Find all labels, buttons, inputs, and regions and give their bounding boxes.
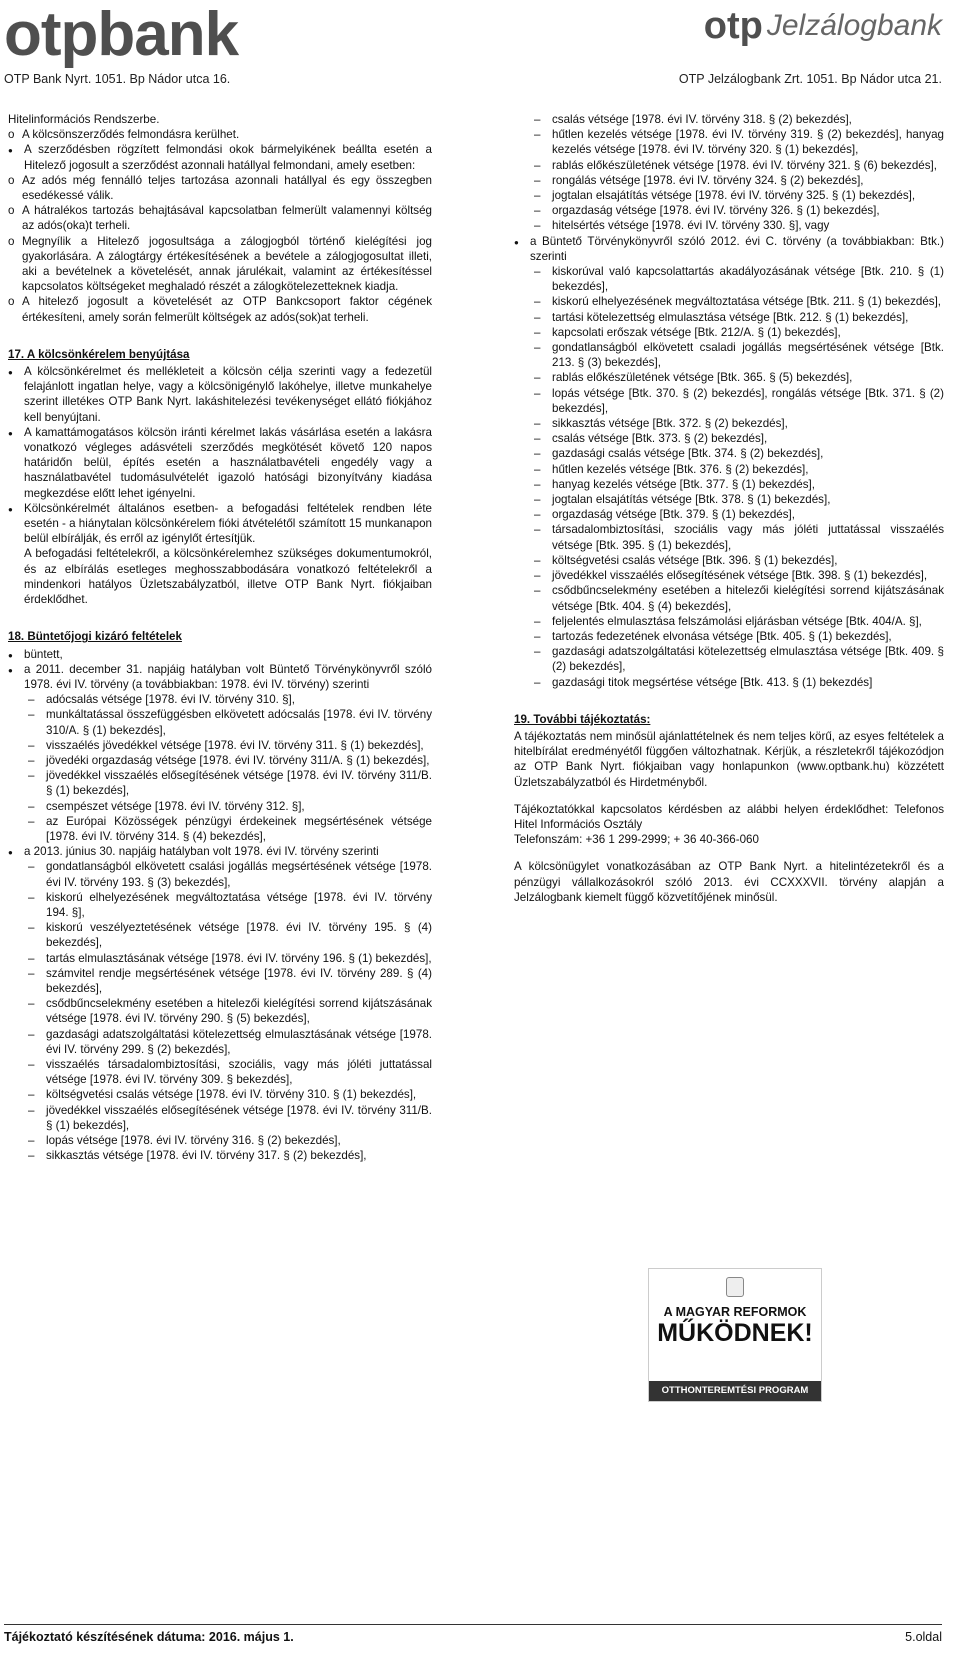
dash-item: – jövedékkel visszaélés elősegítésének vétsége [1978. évi IV. törvény 311/B. § (1) bekezdés], xyxy=(18,1103,432,1133)
sub-item: o A kölcsönszerződés felmondásra kerülhet. xyxy=(8,127,432,142)
otp-jelzalogbank-logo xyxy=(704,4,942,48)
badge-line2: MŰKÖDNEK! xyxy=(657,1319,813,1347)
badge-line1: A MAGYAR REFORMOK xyxy=(663,1305,807,1319)
dash-item: – rongálás vétsége [1978. évi IV. törvény 324. § (2) bekezdés], xyxy=(524,173,944,188)
spacer xyxy=(514,790,944,802)
dash-item: – sikkasztás vétsége [Btk. 372. § (2) bekezdés], xyxy=(524,416,944,431)
dash-item: – költségvetési csalás vétsége [1978. évi IV. törvény 310. § (1) bekezdés], xyxy=(18,1087,432,1102)
dash-item: – kiskorú elhelyezésének megváltoztatása vétsége [1978. évi IV. törvény 194. §], xyxy=(18,890,432,920)
dash-item: – tartozás fedezetének elvonása vétsége [Btk. 405. § (1) bekezdés], xyxy=(524,629,944,644)
dash-item: – csalás vétsége [Btk. 373. § (2) bekezdés], xyxy=(524,431,944,446)
dash-item: – társadalombiztosítási, szociális vagy más jóléti juttatással visszaélés vétsége [Btk. 395. § (1) bekezdés], xyxy=(524,522,944,552)
dash-item: – adócsalás vétsége [1978. évi IV. törvény 310. §], xyxy=(18,692,432,707)
dash-item: – gazdasági adatszolgáltatási kötelezettség elmulasztásának vétsége [1978. évi IV. törvény 299. § (2) bekezdés], xyxy=(18,1027,432,1057)
dash-item: – jövedékkel visszaélés elősegítésének vétsége [1978. évi IV. törvény 311/B. § (1) bekezdés], xyxy=(18,768,432,798)
dash-item: – számvitel rendje megsértésének vétsége [1978. évi IV. törvény 289. § (4) bekezdés], xyxy=(18,966,432,996)
dash-item: – hűtlen kezelés vétsége [Btk. 376. § (2) bekezdés], xyxy=(524,462,944,477)
paragraph: Telefonszám: +36 1 299-2999; + 36 40-366-060 xyxy=(514,833,759,847)
section-title: 18. Büntetőjogi kizáró feltételek xyxy=(8,630,182,644)
spacer xyxy=(8,325,432,337)
otpbank-address: OTP Bank Nyrt. 1051. Bp Nádor utca 16. xyxy=(4,72,231,86)
dash-item: – gazdasági titok megsértése vétsége [Btk. 413. § (1) bekezdés] xyxy=(524,675,944,690)
bullet-item: ● a 2013. június 30. napjáig hatályban volt 1978. évi IV. törvény szerinti xyxy=(8,844,432,859)
sub-item: o A hátralékos tartozás behajtásával kapcsolatban felmerült valamennyi költség az adós(oka)t terheli. xyxy=(8,203,432,233)
bullet-item: ● Kölcsönkérelmét általános esetben- a befogadási feltételek rendben léte esetén - a hiánytalan kölcsönkérelem fióki átvételétől számított 15 munkanapon belül elbírálják, és erről az igénylőt értesítjük. xyxy=(8,501,432,547)
bullet-item: ● A szerződésben rögzített felmondási okok bármelyikének beállta esetén a Hitelező jogosult a szerződést azonnali hatállyal felmondani, amely esetben: xyxy=(8,142,432,172)
dash-item: – orgazdaság vétsége [Btk. 379. § (1) bekezdés], xyxy=(524,507,944,522)
dash-item: – lopás vétsége [1978. évi IV. törvény 316. § (2) bekezdés], xyxy=(18,1133,432,1148)
otpbank-logo xyxy=(4,2,238,68)
dash-item: – sikkasztás vétsége [1978. évi IV. törvény 317. § (2) bekezdés], xyxy=(18,1148,432,1163)
reform-badge xyxy=(648,1268,822,1402)
bullet-item: ● A kölcsönkérelmet és mellékleteit a kölcsön célja szerinti vagy a fedezetül felajánlott ingatlan helye, vagy a kölcsönigénylő lakóhelye, illetve munkahelye szerint illetékes OTP Bank Nyrt. lakáshitelezési tevékenységet ellátó fiókjához kell benyújtani. xyxy=(8,364,432,425)
footer-divider xyxy=(4,1624,942,1625)
dash-item: – visszaélés társadalombiztosítási, szociális, vagy más jóléti juttatással vétsége [1978. évi IV. törvény 309. § bekezdés], xyxy=(18,1057,432,1087)
paragraph: A kölcsönügylet vonatkozásában az OTP Bank Nyrt. a hitelintézetekről és a pénzügyi vállalkozásokról szóló 2013. évi CCXXXVII. törvény alapján a Jelzálogbank kiemelt függő közvetítőjének minősül. xyxy=(514,860,944,904)
dash-item: – kiskorúval való kapcsolattartás akadályozásának vétsége [Btk. 210. § (1) bekezdés], xyxy=(524,264,944,294)
spacer xyxy=(8,607,432,619)
badge-line3: OTTHONTEREMTÉSI PROGRAM xyxy=(649,1381,821,1401)
dash-item: – gazdasági adatszolgáltatási kötelezettség elmulasztása vétsége [Btk. 409. § (2) bekezdés], xyxy=(524,644,944,674)
bullet-item: ● a 2011. december 31. napjáig hatályban volt Büntető Törvénykönyvről szóló 1978. évi IV. törvény (a továbbiakban: 1978. évi IV. törvény) szerinti xyxy=(8,662,432,692)
sub-item: o A hitelező jogosult a követelését az OTP Bankcsoport faktor cégének értékesíteni, amely során felmerült költségek az adós(sok)at terheli. xyxy=(8,294,432,324)
bullet-item: ● a Büntető Törvénykönyvről szóló 2012. évi C. törvény (a továbbiakban: Btk.) szerinti xyxy=(514,234,944,264)
spacer xyxy=(514,690,944,702)
dash-item: – visszaélés jövedékkel vétsége [1978. évi IV. törvény 311. § (1) bekezdés], xyxy=(18,738,432,753)
jelzalogbank-address: OTP Jelzálogbank Zrt. 1051. Bp Nádor utca 21. xyxy=(678,72,942,86)
otp-logo-text: otp xyxy=(703,5,763,47)
dash-item: – csődbűncselekmény esetében a hitelezői kielégítési sorrend kijátszásának vétsége [Btk. 404. § (4) bekezdés], xyxy=(524,583,944,613)
dash-item: – csődbűncselekmény esetében a hitelezői kielégítési sorrend kijátszásának vétsége [1978. évi IV. törvény 290. § (5) bekezdés], xyxy=(18,996,432,1026)
right-column xyxy=(514,112,944,905)
paragraph: A tájékoztatás nem minősül ajánlattételnek és nem teljes körű, az esyes feltételek a hitelbírálat eredményétől függően változhatnak. Kérjük, a részletekről tájékozódjon az OTP Bank Nyrt. fiókjaiban vagy honlapunkon (www.optbank.hu) közzétett Üzletszabályzatból és Hirdetményből. xyxy=(514,729,944,789)
dash-item: – hűtlen kezelés vétsége [1978. évi IV. törvény 319. § (2) bekezdés], hanyag kezelés vétsége [1978. évi IV. törvény 320. § (1) bekezdés], xyxy=(524,127,944,157)
dash-item: – kapcsolati erőszak vétsége [Btk. 212/A. § (1) bekezdés], xyxy=(524,325,944,340)
dash-item: – jogtalan elsajátítás vétsége [Btk. 378. § (1) bekezdés], xyxy=(524,492,944,507)
section-title: 17. A kölcsönkérelem benyújtása xyxy=(8,347,190,361)
dash-item: – jövedéki orgazdaság vétsége [1978. évi IV. törvény 311/A. § (1) bekezdés], xyxy=(18,753,432,768)
dash-item: – rablás előkészületének vétsége [1978. évi IV. törvény 321. § (6) bekezdés], xyxy=(524,158,944,173)
sub-item: o Az adós még fennálló teljes tartozása azonnali hatállyal és egy összegben esedékessé válik. xyxy=(8,173,432,203)
dash-item: – csempészet vétsége [1978. évi IV. törvény 312. §], xyxy=(18,799,432,814)
coat-of-arms-icon xyxy=(726,1277,744,1297)
left-column xyxy=(8,112,432,1163)
section-title: 19. További tájékoztatás: xyxy=(514,712,651,726)
dash-item: – jövedékkel visszaélés elősegítésének vétsége [Btk. 398. § (1) bekezdés], xyxy=(524,568,944,583)
dash-item: – tartási kötelezettség elmulasztása vétsége [Btk. 212. § (1) bekezdés], xyxy=(524,310,944,325)
dash-item: – lopás vétsége [Btk. 370. § (2) bekezdés], rongálás vétsége [Btk. 371. § (2) bekezdés], xyxy=(524,386,944,416)
paragraph: Tájékoztatókkal kapcsolatos kérdésben az alábbi helyen érdeklődhet: Telefonos Hitel Információs Osztály xyxy=(514,802,944,831)
dash-item: – gondatlanságból elkövetett csaladi jogállás megsértésének vétsége [Btk. 213. § (3) bekezdés], xyxy=(524,340,944,370)
page-number: 5.oldal xyxy=(905,1630,942,1644)
otpbank-logo-text: otpbank xyxy=(4,0,239,69)
dash-item: – munkáltatással összefüggésben elkövetett adócsalás [1978. évi IV. törvény 310/A. § (1) bekezdés], xyxy=(18,707,432,737)
dash-item: – tartás elmulasztásának vétsége [1978. évi IV. törvény 196. § (1) bekezdés], xyxy=(18,951,432,966)
dash-item: – kiskorú veszélyeztetésének vétsége [1978. évi IV. törvény 195. § (4) bekezdés], xyxy=(18,920,432,950)
paragraph: A befogadási feltételekről, a kölcsönkérelemhez szükséges dokumentumokról, és az elbírálás esetleges meghosszabbodására vonatkozó feltételekről a mindenkori hatályos Üzletszabályzatból, illetve OTP Bank Nyrt. fiókjaiban érdeklődhet. xyxy=(24,547,432,607)
spacer xyxy=(514,847,944,859)
dash-item: – gondatlanságból elkövetett csalási jogállás megsértésének vétsége [1978. évi IV. törvény 193. § (3) bekezdés], xyxy=(18,859,432,889)
dash-item: – költségvetési csalás vétsége [Btk. 396. § (1) bekezdés], xyxy=(524,553,944,568)
dash-item: – kiskorú elhelyezésének megváltoztatása vétsége [Btk. 211. § (1) bekezdés], xyxy=(524,294,944,309)
dash-item: – jogtalan elsajátítás vétsége [1978. évi IV. törvény 325. § (1) bekezdés], xyxy=(524,188,944,203)
footer-date: Tájékoztató készítésének dátuma: 2016. május 1. xyxy=(4,1630,294,1644)
bullet-item: ● büntett, xyxy=(8,647,432,662)
bullet-item: ● A kamattámogatásos kölcsön iránti kérelmet lakás vásárlása esetén a lakásra vonatkozó végleges adásvételi szerződés megkötését követő 120 napos határidőn belül, építés esetén a használatbavételi engedély vagy a használatbavétel tudomásulvételét igazoló hatósági bizonyítvány kiadása megkezdése előtt lehet igényelni. xyxy=(8,425,432,501)
dash-item: – az Európai Közösségek pénzügyi érdekeinek megsértésének vétsége [1978. évi IV. törvény 314. § (4) bekezdés], xyxy=(18,814,432,844)
paragraph: Hitelinformációs Rendszerbe. xyxy=(8,113,160,126)
sub-item: o Megnyílik a Hitelező jogosultsága a zálogjogból történő kielégítési jog gyakorlására. A zálogtárgy értékesítésének a bevétele a zálogjogosultat illeti, aki a bevételnek a követelését, annak járulékait, valamint az értékesítéssel kapcsolatos költségeket meghaladó részét a zálogkötelezetteknek kiadja. xyxy=(8,234,432,295)
dash-item: – orgazdaság vétsége [1978. évi IV. törvény 326. § (1) bekezdés], xyxy=(524,203,944,218)
dash-item: – gazdasági csalás vétsége [Btk. 374. § (2) bekezdés], xyxy=(524,446,944,461)
dash-item: – hanyag kezelés vétsége [Btk. 377. § (1) bekezdés], xyxy=(524,477,944,492)
dash-item: – csalás vétsége [1978. évi IV. törvény 318. § (2) bekezdés], xyxy=(524,112,944,127)
dash-item: – hitelsértés vétsége [1978. évi IV. törvény 330. §], vagy xyxy=(524,218,944,233)
dash-item: – feljelentés elmulasztása felszámolási eljárásban vétsége [Btk. 404/A. §], xyxy=(524,614,944,629)
jelzalogbank-logo-text: Jelzálogbank xyxy=(766,9,942,42)
dash-item: – rablás előkészületének vétsége [Btk. 365. § (5) bekezdés], xyxy=(524,370,944,385)
